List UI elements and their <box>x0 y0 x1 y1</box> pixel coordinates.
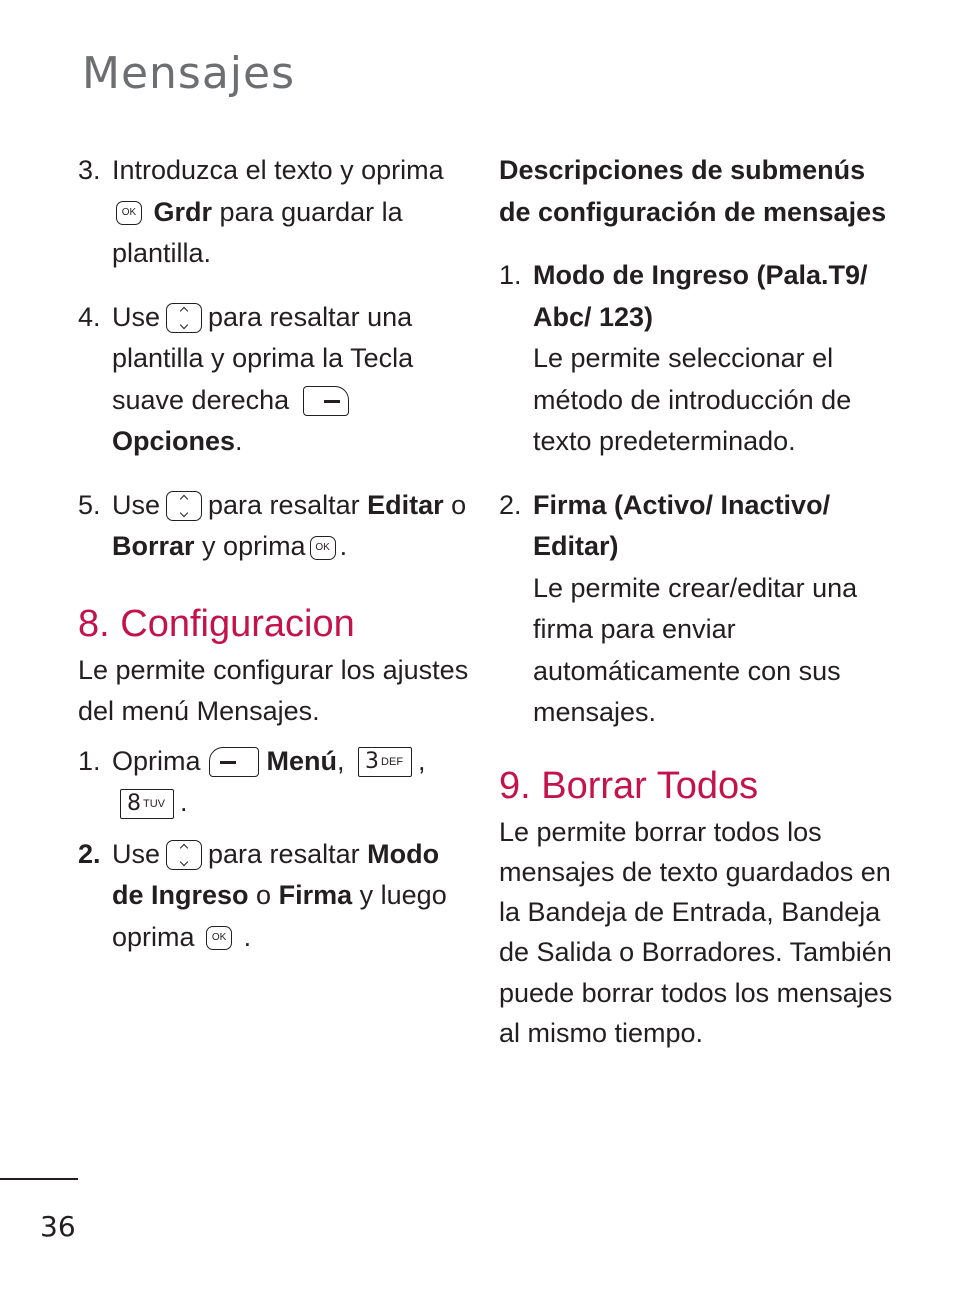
item-title: Firma (Activo/ Inactivo/ Editar) <box>533 489 831 561</box>
step-text: para resaltar una plantilla y oprima la Tecla suave derecha <box>112 301 414 415</box>
step-4 <box>78 297 478 463</box>
item-description: Le permite seleccionar el método de introducción de texto predeterminado. <box>533 343 852 456</box>
step-number: 4. <box>78 301 101 332</box>
config-step-2 <box>78 834 478 959</box>
step-text: . <box>180 787 188 817</box>
modo-de-ingreso-label: Modo de Ingreso <box>112 838 440 910</box>
step-text: , <box>337 745 345 776</box>
step-5 <box>78 485 478 568</box>
submenu-item-modo-de-ingreso <box>499 255 899 463</box>
step-text: Introduzca el texto y oprima <box>112 155 444 185</box>
step-text: Oprima <box>112 745 201 776</box>
key-letters: DEF <box>381 756 404 769</box>
firma-label: Firma <box>278 880 353 910</box>
step-number: 2. <box>78 838 101 869</box>
section-title-configuracion: 8. Configuracion <box>78 602 355 645</box>
page-title: Mensajes <box>82 48 296 99</box>
submenu-descriptions-heading: Descripciones de submenús de configuración de mensajes <box>499 155 887 227</box>
navigation-key-icon <box>166 491 202 521</box>
grdr-label: Grdr <box>153 196 213 227</box>
navigation-key-icon <box>166 840 202 870</box>
page-number: 36 <box>40 1210 76 1243</box>
left-column <box>78 150 478 980</box>
step-text: , <box>418 745 426 776</box>
step-text: . <box>243 921 252 952</box>
left-soft-key-icon <box>209 747 259 777</box>
submenu-item-firma <box>499 485 899 734</box>
step-text: . <box>339 531 348 561</box>
section-title-borrar-todos: 9. Borrar Todos <box>499 764 759 807</box>
right-column <box>499 150 899 1053</box>
step-number: 1. <box>78 745 101 776</box>
item-number: 1. <box>499 260 522 290</box>
item-title: Modo de Ingreso (Pala.T9/ Abc/ 123) <box>533 260 868 332</box>
step-text: y oprima <box>202 531 306 561</box>
opciones-label: Opciones <box>112 426 236 456</box>
step-number: 5. <box>78 489 101 520</box>
configuracion-intro: Le permite configurar los ajustes del menú Mensajes. <box>78 654 469 726</box>
step-text: para guardar la plantilla. <box>112 196 403 268</box>
step-text: . <box>235 426 243 456</box>
step-text: para resaltar <box>208 489 360 520</box>
borrar-label: Borrar <box>112 531 195 561</box>
key-3-icon <box>358 747 412 777</box>
step-text: Use <box>112 489 161 520</box>
step-3 <box>78 150 478 275</box>
step-text: y luego oprima <box>112 880 447 952</box>
borrar-todos-body: Le permite borrar todos los mensajes de texto guardados en la Bandeja de Entrada, Bandeja de Salida o Borradores. También puede borrar todos los mensajes al mismo tiempo. <box>499 816 893 1048</box>
right-soft-key-icon <box>303 386 349 416</box>
item-description: Le permite crear/editar una firma para enviar automáticamente con sus mensajes. <box>533 572 858 727</box>
step-text: o <box>451 489 467 520</box>
config-step-1 <box>78 741 478 824</box>
ok-key-icon: OK <box>206 926 232 950</box>
footer-rule <box>0 1178 78 1180</box>
key-digit: 8 <box>127 790 141 816</box>
navigation-key-icon <box>166 303 202 333</box>
step-text: Use <box>112 301 161 332</box>
ok-key-icon: OK <box>116 201 142 225</box>
key-letters: TUV <box>143 797 165 810</box>
menu-label: Menú <box>266 745 338 776</box>
ok-key-icon: OK <box>310 536 336 560</box>
step-text: Use <box>112 838 161 869</box>
key-8-icon <box>120 789 174 819</box>
key-digit: 3 <box>365 749 380 775</box>
item-number: 2. <box>499 489 522 520</box>
editar-label: Editar <box>367 489 444 520</box>
step-number: 3. <box>78 155 101 185</box>
step-text: para resaltar <box>208 838 360 869</box>
step-text: o <box>256 880 272 910</box>
